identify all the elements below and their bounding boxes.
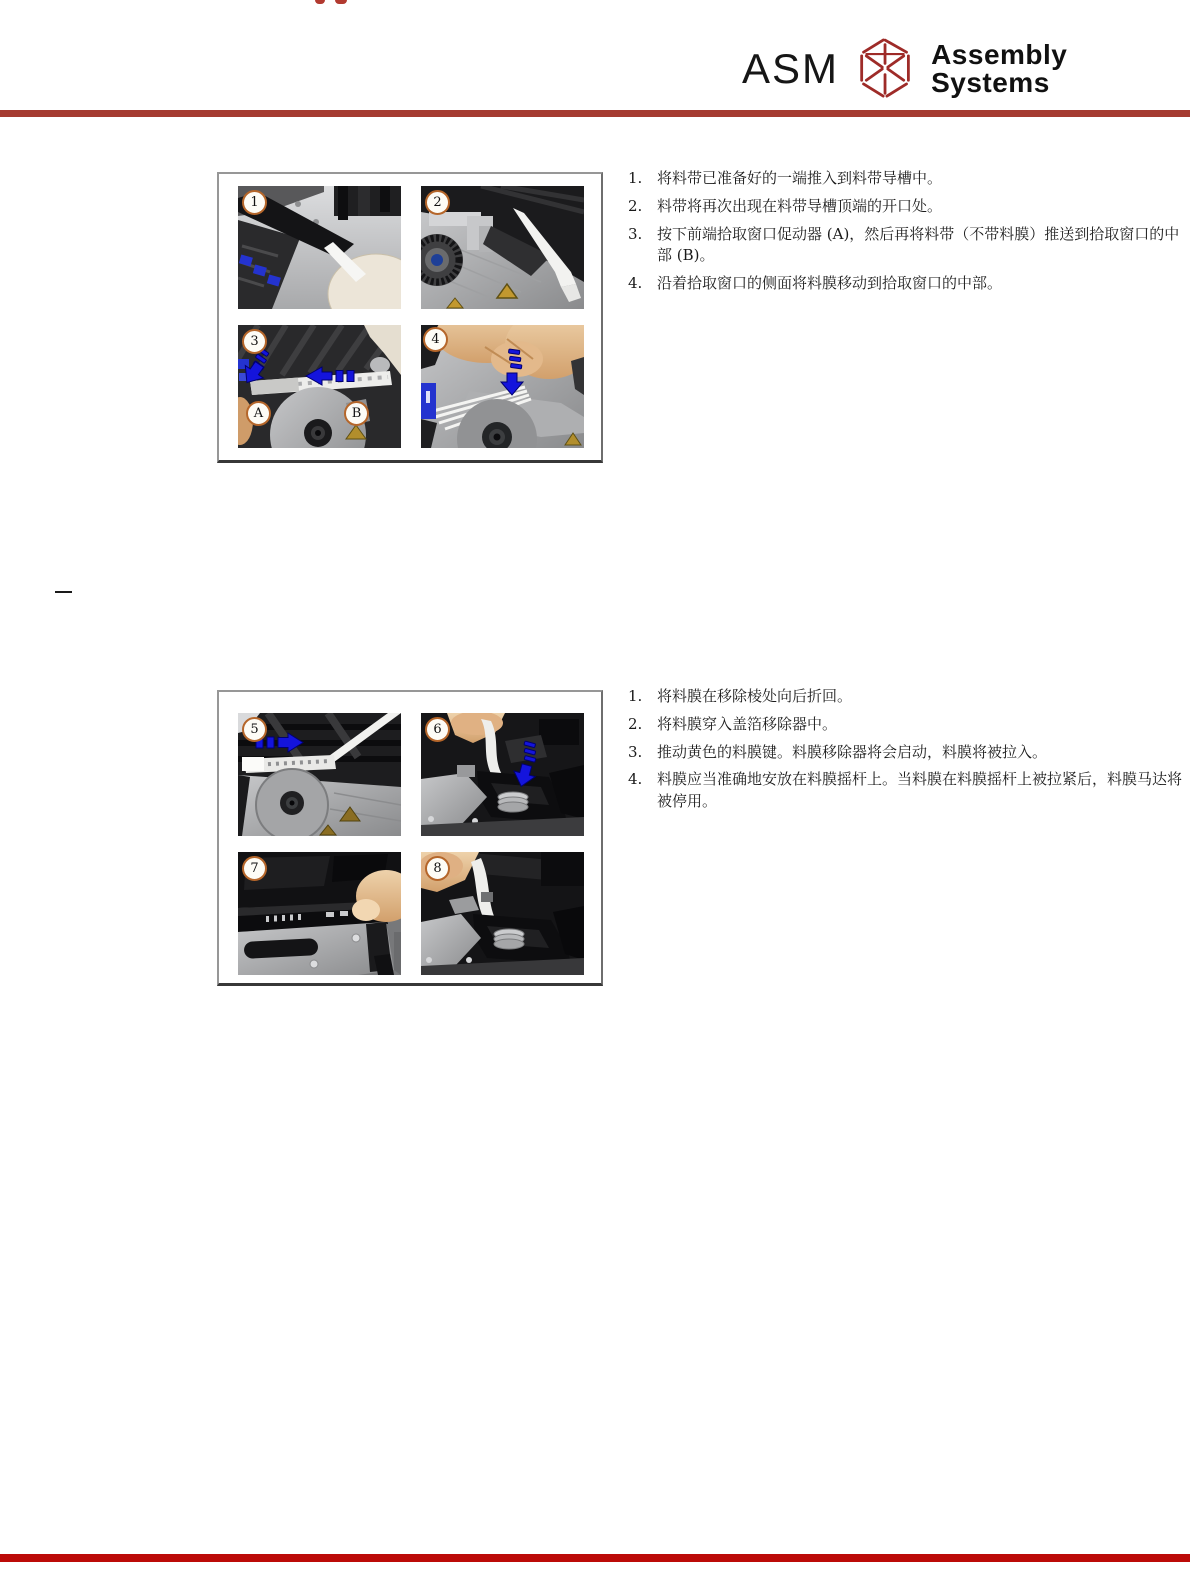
step-number: 1. — [628, 687, 643, 705]
figure-panel-1 — [217, 172, 603, 463]
step-text: 将料带已准备好的一端推入到料带导槽中。 — [657, 169, 943, 187]
footer-rule — [0, 1554, 1190, 1562]
step-number-badge: 6 — [425, 717, 450, 742]
step-number: 4. — [628, 274, 643, 292]
step-number-badge: 8 — [425, 856, 450, 881]
step-number-badge: 3 — [242, 329, 267, 354]
asm-logo — [742, 36, 1190, 102]
instruction-step — [628, 224, 1184, 268]
instruction-list-2 — [628, 686, 1184, 819]
step-photo-8 — [421, 852, 584, 975]
instruction-step — [628, 742, 1184, 764]
instruction-step — [628, 714, 1184, 736]
step-text: 将料膜在移除棱处向后折回。 — [657, 687, 853, 705]
instruction-step — [628, 196, 1184, 218]
instruction-step — [628, 686, 1184, 708]
step-photo-1 — [238, 186, 401, 309]
step-photo-7 — [238, 852, 401, 975]
step-text: 料膜应当准确地安放在料膜摇杆上。当料膜在料膜摇杆上被拉紧后，料膜马达将被停用。 — [657, 770, 1183, 810]
step-number-badge: 4 — [423, 327, 448, 352]
instruction-step — [628, 769, 1184, 813]
step-photo-5 — [238, 713, 401, 836]
step-text: 沿着拾取窗口的侧面将料膜移动到拾取窗口的中部。 — [657, 274, 1003, 292]
step-number: 2. — [628, 196, 643, 215]
annotation-badge-a: A — [246, 401, 271, 426]
clipped-mark — [335, 0, 347, 4]
step-photo-4 — [421, 325, 584, 448]
step-photo-6 — [421, 713, 584, 836]
step-number: 2. — [628, 714, 643, 733]
step-number: 3. — [628, 224, 643, 243]
step-number: 3. — [628, 742, 643, 761]
instruction-step — [628, 168, 1184, 190]
instruction-list-1 — [628, 168, 1184, 301]
step-text: 料带将再次出现在料带导槽顶端的开口处。 — [657, 196, 943, 215]
step-number: 1. — [628, 169, 643, 187]
spring-coil — [498, 792, 528, 812]
instruction-step — [628, 273, 1184, 295]
step-photo-2 — [421, 186, 584, 309]
step-text: 按下前端拾取窗口促动器 (A)，然后再将料带（不带料膜）推送到拾取窗口的中部 (B)。 — [657, 224, 1180, 265]
dash-mark — [55, 591, 72, 593]
asm-logo-text: ASM — [742, 45, 840, 92]
step-number-badge: 1 — [242, 190, 267, 215]
asm-logo-icon — [857, 36, 913, 102]
spring-coil — [494, 929, 524, 949]
step-number-badge: 5 — [242, 717, 267, 742]
header-rule — [0, 110, 1190, 117]
step-photo-3 — [238, 325, 401, 448]
annotation-badge-b: B — [344, 401, 369, 426]
step-text: 推动黄色的料膜键。料膜移除器将会启动，料膜将被拉入。 — [657, 742, 1048, 761]
sprocket-disc — [256, 769, 328, 836]
asm-logo-subtitle: Assembly Systems — [931, 39, 1068, 98]
step-number: 4. — [628, 770, 643, 789]
step-number-badge: 7 — [242, 856, 267, 881]
step-number-badge: 2 — [425, 190, 450, 215]
figure-panel-2 — [217, 690, 603, 986]
step-text: 将料膜穿入盖箔移除器中。 — [657, 714, 838, 733]
clipped-mark — [315, 0, 325, 4]
